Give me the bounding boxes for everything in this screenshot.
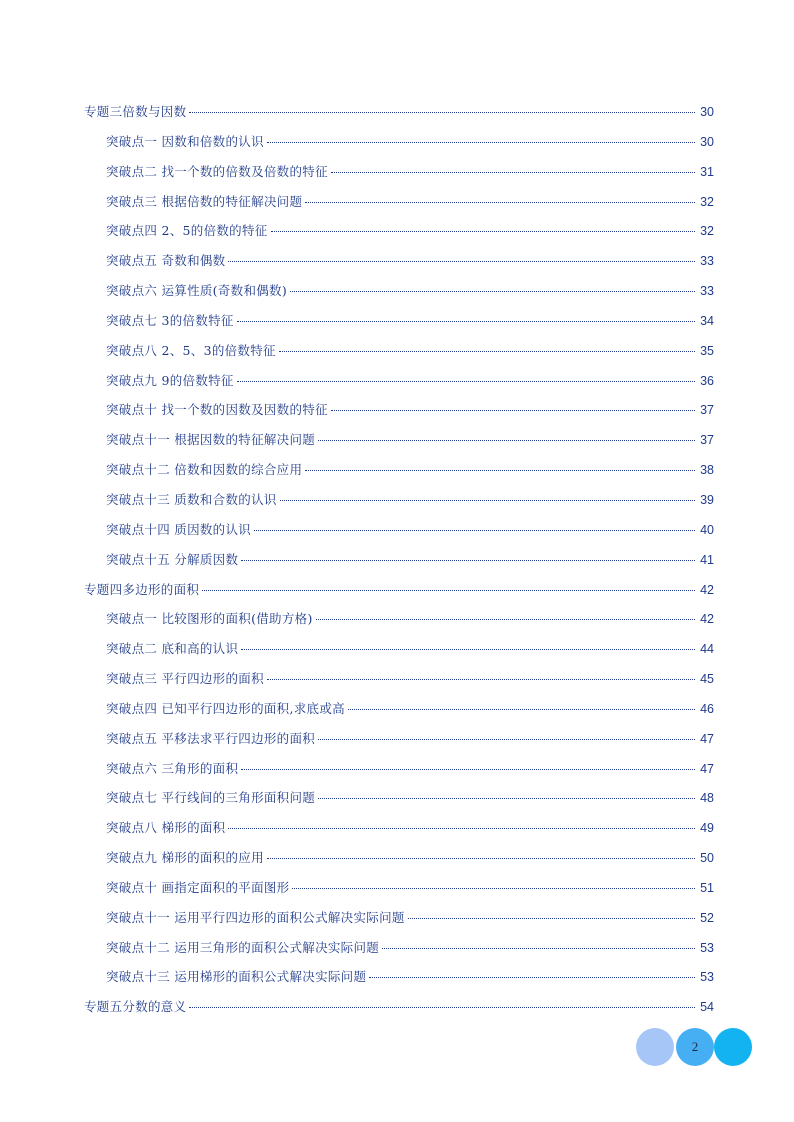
toc-entry-page: 33	[700, 254, 714, 269]
toc-entry-title: 突破点十三 质数和合数的认识	[106, 491, 277, 507]
toc-dot-leader	[316, 619, 695, 620]
toc-section-entry[interactable]	[84, 485, 714, 515]
toc-dot-leader	[382, 948, 695, 949]
toc-entry-page: 52	[700, 910, 714, 925]
toc-dot-leader	[331, 410, 695, 411]
toc-section-entry[interactable]	[84, 694, 714, 724]
toc-dot-leader	[228, 261, 695, 262]
toc-entry-title: 突破点八 2、5、3的倍数特征	[106, 342, 276, 358]
decorative-circle-right	[714, 1028, 752, 1066]
toc-chapter-entry[interactable]	[84, 992, 714, 1022]
toc-entry-title: 突破点一 比较图形的面积(借助方格)	[106, 611, 313, 627]
toc-dot-leader	[202, 590, 695, 591]
toc-section-entry[interactable]	[84, 754, 714, 784]
page-number: 2	[691, 1039, 699, 1054]
toc-entry-title: 突破点十一 运用平行四边形的面积公式解决实际问题	[106, 909, 405, 925]
toc-dot-leader	[241, 649, 695, 650]
toc-section-entry[interactable]	[84, 604, 714, 634]
toc-entry-page: 33	[700, 284, 714, 299]
toc-entry-page: 53	[700, 970, 714, 985]
toc-entry-title: 突破点十 画指定面积的平面图形	[106, 879, 290, 895]
toc-entry-page: 30	[700, 134, 714, 149]
toc-entry-page: 34	[700, 313, 714, 328]
toc-dot-leader	[189, 112, 695, 113]
toc-dot-leader	[408, 918, 695, 919]
toc-dot-leader	[348, 709, 695, 710]
toc-entry-page: 51	[700, 880, 714, 895]
toc-section-entry[interactable]	[84, 336, 714, 366]
toc-entry-title: 突破点五 奇数和偶数	[106, 253, 226, 269]
toc-entry-title: 突破点三 平行四边形的面积	[106, 671, 264, 687]
toc-dot-leader	[241, 769, 695, 770]
toc-dot-leader	[254, 530, 695, 531]
toc-entry-page: 35	[700, 343, 714, 358]
toc-entry-page: 54	[700, 1000, 714, 1015]
toc-entry-page: 47	[700, 731, 714, 746]
toc-section-entry[interactable]	[84, 634, 714, 664]
toc-entry-title: 突破点四 已知平行四边形的面积,求底或高	[106, 700, 345, 716]
toc-chapter-entry[interactable]	[84, 97, 714, 127]
toc-entry-page: 37	[700, 433, 714, 448]
table-of-contents	[84, 97, 714, 1022]
toc-entry-title: 突破点八 梯形的面积	[106, 820, 226, 836]
toc-entry-page: 36	[700, 373, 714, 388]
toc-entry-page: 42	[700, 582, 714, 597]
toc-section-entry[interactable]	[84, 157, 714, 187]
toc-section-entry[interactable]	[84, 276, 714, 306]
toc-section-entry[interactable]	[84, 843, 714, 873]
toc-dot-leader	[279, 351, 695, 352]
toc-entry-title: 专题五分数的意义	[84, 999, 187, 1015]
toc-section-entry[interactable]	[84, 216, 714, 246]
toc-dot-leader	[267, 858, 695, 859]
toc-entry-title: 突破点六 三角形的面积	[106, 760, 239, 776]
toc-entry-page: 30	[700, 105, 714, 119]
toc-dot-leader	[318, 739, 695, 740]
toc-entry-page: 53	[700, 940, 714, 955]
toc-entry-page: 32	[700, 224, 714, 239]
toc-entry-page: 32	[700, 194, 714, 209]
toc-section-entry[interactable]	[84, 246, 714, 276]
toc-entry-title: 突破点十一 根据因数的特征解决问题	[106, 432, 316, 448]
decorative-circle-left	[636, 1028, 674, 1066]
toc-dot-leader	[331, 172, 695, 173]
toc-entry-page: 31	[700, 164, 714, 179]
toc-entry-page: 46	[700, 701, 714, 716]
toc-dot-leader	[267, 142, 695, 143]
toc-entry-page: 41	[700, 552, 714, 567]
toc-entry-title: 突破点七 平行线间的三角形面积问题	[106, 790, 316, 806]
toc-dot-leader	[280, 500, 695, 501]
toc-section-entry[interactable]	[84, 187, 714, 217]
toc-section-entry[interactable]	[84, 724, 714, 754]
toc-entry-title: 突破点七 3的倍数特征	[106, 312, 234, 328]
toc-section-entry[interactable]	[84, 127, 714, 157]
toc-chapter-entry[interactable]	[84, 575, 714, 605]
toc-dot-leader	[292, 888, 695, 889]
toc-dot-leader	[318, 798, 695, 799]
toc-entry-page: 44	[700, 642, 714, 657]
toc-entry-title: 突破点九 9的倍数特征	[106, 372, 234, 388]
toc-dot-leader	[318, 440, 695, 441]
toc-entry-title: 突破点五 平移法求平行四边形的面积	[106, 730, 316, 746]
toc-entry-page: 42	[700, 612, 714, 627]
toc-entry-page: 45	[700, 672, 714, 687]
toc-dot-leader	[228, 828, 695, 829]
toc-dot-leader	[237, 321, 695, 322]
toc-dot-leader	[290, 291, 695, 292]
toc-entry-title: 突破点六 运算性质(奇数和偶数)	[106, 283, 288, 299]
toc-dot-leader	[267, 679, 695, 680]
toc-entry-page: 50	[700, 851, 714, 866]
toc-dot-leader	[241, 560, 695, 561]
toc-dot-leader	[237, 381, 695, 382]
toc-entry-page: 37	[700, 403, 714, 418]
toc-section-entry[interactable]	[84, 366, 714, 396]
toc-entry-title: 突破点十二 倍数和因数的综合应用	[106, 462, 303, 478]
toc-entry-page: 38	[700, 463, 714, 478]
toc-dot-leader	[271, 231, 695, 232]
toc-entry-title: 突破点二 底和高的认识	[106, 641, 239, 657]
toc-entry-title: 突破点十二 运用三角形的面积公式解决实际问题	[106, 939, 380, 955]
toc-section-entry[interactable]	[84, 425, 714, 455]
toc-dot-leader	[369, 977, 695, 978]
toc-dot-leader	[305, 470, 695, 471]
toc-section-entry[interactable]	[84, 873, 714, 903]
toc-dot-leader	[189, 1007, 695, 1008]
toc-section-entry[interactable]	[84, 515, 714, 545]
toc-entry-page: 49	[700, 821, 714, 836]
toc-entry-title: 突破点一 因数和倍数的认识	[106, 133, 264, 149]
toc-entry-title: 专题四多边形的面积	[84, 581, 200, 597]
toc-entry-title: 突破点九 梯形的面积的应用	[106, 850, 264, 866]
toc-entry-title: 突破点三 根据倍数的特征解决问题	[106, 193, 303, 209]
toc-entry-title: 突破点十五 分解质因数	[106, 551, 239, 567]
toc-section-entry[interactable]	[84, 545, 714, 575]
toc-section-entry[interactable]	[84, 395, 714, 425]
toc-entry-title: 专题三倍数与因数	[84, 104, 187, 119]
toc-section-entry[interactable]	[84, 306, 714, 336]
toc-entry-title: 突破点二 找一个数的倍数及倍数的特征	[106, 163, 328, 179]
toc-entry-title: 突破点四 2、5的倍数的特征	[106, 223, 268, 239]
toc-dot-leader	[305, 202, 695, 203]
toc-entry-page: 48	[700, 791, 714, 806]
toc-entry-title: 突破点十四 质因数的认识	[106, 521, 252, 537]
toc-entry-page: 40	[700, 522, 714, 537]
toc-entry-page: 39	[700, 492, 714, 507]
toc-section-entry[interactable]	[84, 962, 714, 992]
toc-section-entry[interactable]	[84, 933, 714, 963]
page-number-badge	[636, 1028, 754, 1066]
toc-section-entry[interactable]	[84, 903, 714, 933]
toc-section-entry[interactable]	[84, 664, 714, 694]
toc-section-entry[interactable]	[84, 813, 714, 843]
toc-section-entry[interactable]	[84, 783, 714, 813]
toc-entry-page: 47	[700, 761, 714, 776]
toc-section-entry[interactable]	[84, 455, 714, 485]
toc-entry-title: 突破点十 找一个数的因数及因数的特征	[106, 402, 328, 418]
toc-entry-title: 突破点十三 运用梯形的面积公式解决实际问题	[106, 969, 367, 985]
